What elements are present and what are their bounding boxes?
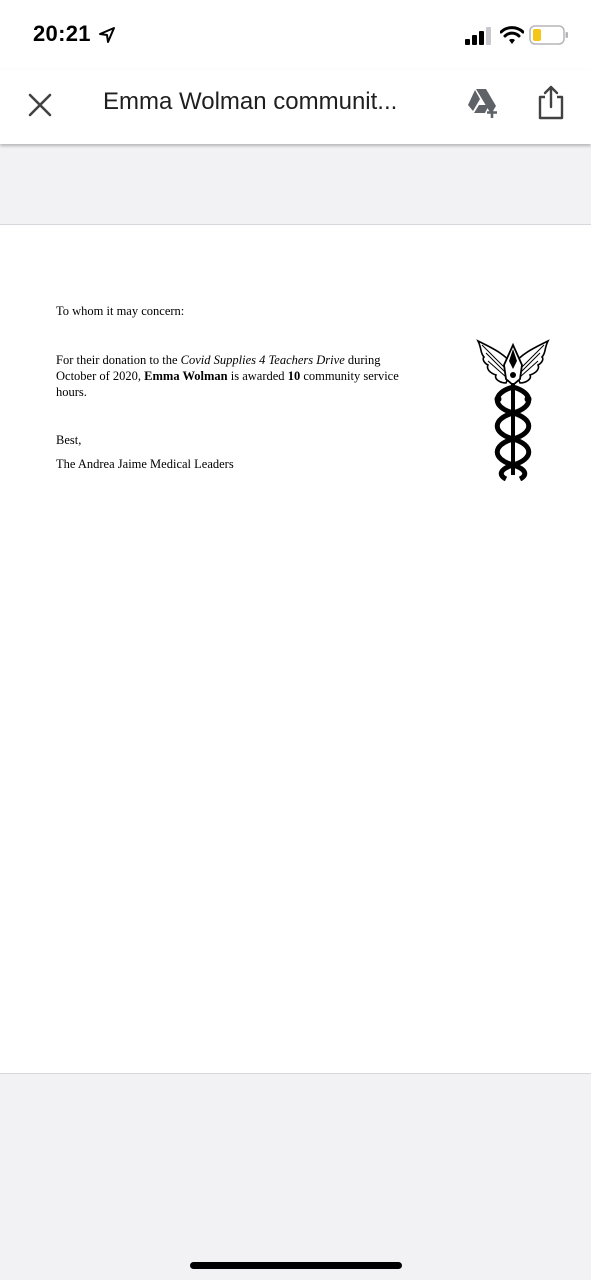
body-text: is awarded	[227, 369, 288, 383]
status-bar	[0, 0, 591, 70]
cellular-signal-icon	[465, 27, 493, 45]
body-text: community service hours.	[56, 369, 399, 399]
location-arrow-icon	[98, 26, 116, 44]
drive-name: Covid Supplies 4 Teachers Drive	[180, 353, 345, 367]
battery-low-icon	[529, 24, 569, 46]
close-icon[interactable]	[26, 91, 54, 119]
letter-signature: The Andrea Jaime Medical Leaders	[56, 457, 234, 471]
body-text: during October of 2020,	[56, 353, 381, 383]
share-icon[interactable]	[537, 84, 565, 120]
hours-value: 10	[287, 369, 301, 383]
document-page	[0, 224, 591, 1074]
status-time: 20:21	[33, 21, 91, 46]
caduceus-emblem	[476, 339, 550, 481]
letter-greeting: To whom it may concern:	[56, 304, 185, 318]
add-to-drive-icon[interactable]	[465, 87, 501, 119]
home-indicator[interactable]	[190, 1262, 402, 1269]
document-title: Emma Wolman communit...	[103, 88, 398, 115]
recipient-name: Emma Wolman	[144, 369, 228, 383]
letter-signoff: Best,	[56, 433, 82, 447]
body-text: For their donation to the	[56, 353, 181, 367]
viewer-toolbar	[0, 70, 591, 144]
wifi-icon	[500, 25, 524, 45]
letter-body	[56, 352, 416, 400]
